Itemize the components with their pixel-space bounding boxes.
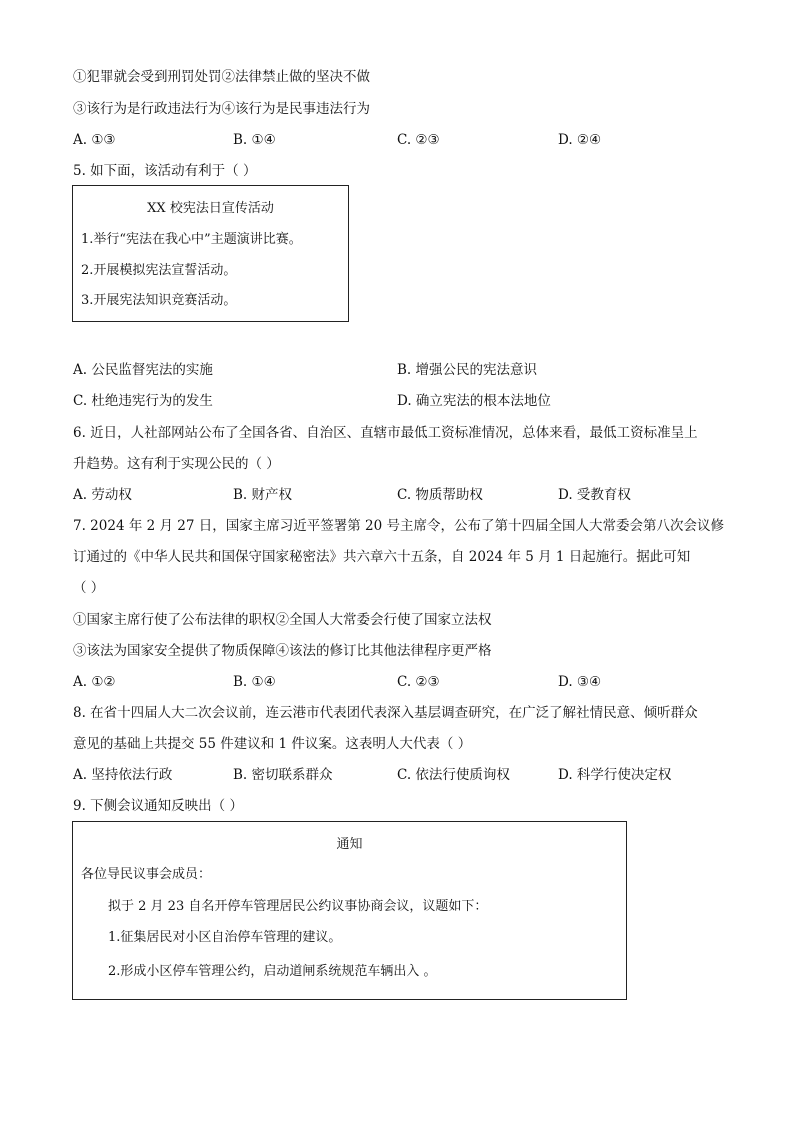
q7-option-c[interactable]: C. ②③ [397,674,440,690]
q8-option-d[interactable]: D. 科学行使决定权 [558,767,672,783]
q4-option-b[interactable]: B. ①④ [233,132,276,148]
q4-option-c[interactable]: C. ②③ [397,132,440,148]
q7-option-b[interactable]: B. ①④ [233,674,276,690]
q8-option-c[interactable]: C. 依法行使质询权 [397,767,510,783]
q5-option-d[interactable]: D. 确立宪法的根本法地位 [397,393,551,409]
q6-stem-line-1: 6. 近日，人社部网站公布了全国各省、自治区、直辖市最低工资标准情况，总体来看，最低工资标准呈上 [73,425,698,441]
q5-box-title: XX 校宪法日宣传活动 [147,201,274,216]
q9-stem: 9. 下侧会议通知反映出（ ） [73,798,243,814]
q4-option-a[interactable]: A. ①③ [73,132,116,148]
q9-notice-body: 拟于 2 月 23 自名开停车管理居民公约议事协商会议，议题如下： [108,899,488,914]
q7-stem-line-3: （ ） [73,580,105,596]
q5-stem: 5. 如下面，该活动有利于（ ） [73,163,257,179]
q6-option-a[interactable]: A. 劳动权 [73,487,132,503]
q5-box-item-3: 3.开展宪法知识竞赛活动。 [81,293,237,308]
q9-notice-item-1: 1.征集居民对小区自治停车管理的建议。 [108,930,342,945]
q6-stem-line-2: 升趋势。这有利于实现公民的（ ） [73,456,280,472]
q7-stem-line-1: 7. 2024 年 2 月 27 日，国家主席习近平签署第 20 号主席令，公布了第十四届全国人大常委会第八次会议修 [73,518,725,534]
q9-notice-box [72,821,627,1000]
q8-stem-line-2: 意见的基础上共提交 55 件建议和 1 件议案。这表明人大代表（ ） [73,736,472,752]
q6-option-d[interactable]: D. 受教育权 [558,487,631,503]
q9-notice-salutation: 各位导民议事会成员： [81,867,212,882]
q5-option-c[interactable]: C. 杜绝违宪行为的发生 [73,393,213,409]
q9-notice-item-2: 2.形成小区停车管理公约，启动道闸系统规范车辆出入 。 [108,964,437,979]
q5-box-item-1: 1.举行“宪法在我心中”主题演讲比赛。 [81,232,302,247]
q5-activity-box [72,185,349,322]
q8-option-b[interactable]: B. 密切联系群众 [233,767,333,783]
q7-statement-line-1: ①国家主席行使了公布法律的职权②全国人大常委会行使了国家立法权 [73,612,492,628]
q4-statement-line-1: ①犯罪就会受到刑罚处罚②法律禁止做的坚决不做 [73,69,370,85]
q6-option-b[interactable]: B. 财产权 [233,487,293,503]
q5-option-b[interactable]: B. 增强公民的宪法意识 [397,362,538,378]
q9-notice-title: 通知 [336,837,363,852]
q4-statement-line-2: ③该行为是行政违法行为④该行为是民事违法行为 [73,101,370,117]
q7-statement-line-2: ③该法为国家安全提供了物质保障④该法的修订比其他法律程序更严格 [73,643,492,659]
q8-stem-line-1: 8. 在省十四届人大二次会议前，连云港市代表团代表深入基层调查研究，在广泛了解社情民意、倾听群众 [73,705,698,721]
q7-option-a[interactable]: A. ①② [73,674,116,690]
q6-option-c[interactable]: C. 物质帮助权 [397,487,483,503]
q5-option-a[interactable]: A. 公民监督宪法的实施 [73,362,213,378]
q7-stem-line-2: 订通过的《中华人民共和国保守国家秘密法》共六章六十五条，自 2024 年 5 月 1 日起施行。据此可知 [73,549,691,565]
q5-box-item-2: 2.开展模拟宪法宣誓活动。 [81,263,237,278]
q8-option-a[interactable]: A. 坚持依法行政 [73,767,173,783]
q7-option-d[interactable]: D. ③④ [558,674,602,690]
q4-option-d[interactable]: D. ②④ [558,132,602,148]
